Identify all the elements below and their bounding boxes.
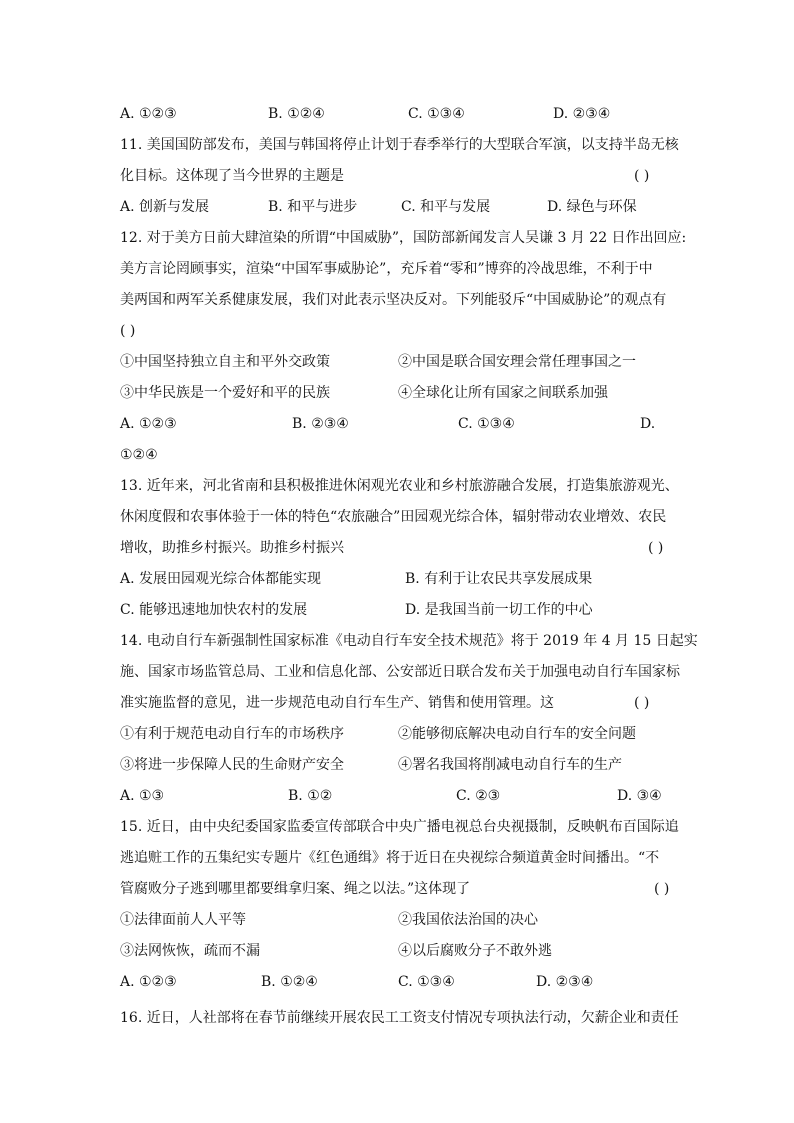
statement-4: ④署名我国将削减电动自行车的生产 (398, 757, 622, 773)
option-b: B. 和平与进步 (268, 199, 358, 215)
answer-parenthesis: ( ) (634, 695, 650, 711)
option-a: A. ①②③ (120, 416, 177, 432)
option-a: A. 创新与发展 (120, 199, 210, 215)
option-a: A. 发展田园观光综合体都能实现 (120, 571, 322, 587)
statement-4: ④以后腐败分子不敢外逃 (398, 943, 552, 959)
question-text-line: 13. 近年来，河北省南和县积极推进休闲观光农业和乡村旅游融合发展，打造集旅游观光、 (120, 478, 679, 494)
question-text-line: 美两国和两军关系健康发展，我们对此表示坚决反对。下列能驳斥“中国威胁论”的观点有 (120, 292, 667, 308)
option-b: B. ①② (288, 788, 333, 804)
statement-3: ③中华民族是一个爱好和平的民族 (120, 385, 330, 401)
question-text-line: 准实施监督的意见，进一步规范电动自行车生产、销售和使用管理。这 (120, 695, 554, 711)
statement-2: ②我国依法治国的决心 (398, 912, 538, 928)
question-text-line: 15. 近日，由中央纪委国家监委宣传部联合中央广播电视总台央视摄制，反映帆布百国际追 (120, 819, 679, 835)
question-text-line: 16. 近日，人社部将在春节前继续开展农民工工资支付情况专项执法行动，欠薪企业和责任 (120, 1010, 679, 1026)
option-d: D. ③④ (617, 788, 662, 804)
option-c: C. ①③④ (398, 974, 455, 990)
option-a: A. ①③ (120, 788, 165, 804)
option-b: B. ②③④ (292, 416, 349, 432)
option-d-wrapped: ①②④ (120, 447, 158, 463)
question-text-line: 化目标。这体现了当今世界的主题是 (120, 168, 344, 184)
statement-2: ②中国是联合国安理会常任理事国之一 (398, 354, 636, 370)
answer-parenthesis: ( ) (634, 168, 650, 184)
statement-3: ③将进一步保障人民的生命财产安全 (120, 757, 344, 773)
option-b: B. 有利于让农民共享发展成果 (405, 571, 593, 587)
statement-2: ②能够彻底解决电动自行车的安全问题 (398, 726, 636, 742)
question-text-line: 14. 电动自行车新强制性国家标准《电动自行车安全技术规范》将于 2019 年 4 月 15 日起实 (120, 633, 698, 649)
option-d: D. ②③④ (536, 974, 594, 990)
option-d: D. 绿色与环保 (547, 199, 637, 215)
option-a: A. ①②③ (120, 974, 177, 990)
option-b: B. ①②④ (261, 974, 318, 990)
option-c: C. 和平与发展 (401, 199, 491, 215)
question-text-line: 12. 对于美方日前大肆渲染的所谓“中国威胁”，国防部新闻发言人吴谦 3 月 22 日作出回应: (120, 230, 687, 246)
option-d: D. (640, 416, 656, 432)
option-d: D. 是我国当前一切工作的中心 (405, 602, 593, 618)
question-text-line: 管腐败分子逃到哪里都要缉拿归案、绳之以法。”这体现了 (120, 881, 471, 897)
option-c: C. ①③④ (458, 416, 515, 432)
question-text-line: 增收，助推乡村振兴。助推乡村振兴 (120, 540, 344, 556)
question-text-line: 11. 美国国防部发布，美国与韩国将停止计划于春季举行的大型联合军演，以支持半岛无核 (120, 137, 679, 153)
answer-parenthesis: ( ) (120, 323, 136, 339)
question-text-line: 施、国家市场监管总局、工业和信息化部、公安部近日联合发布关于加强电动自行车国家标 (120, 664, 680, 680)
statement-3: ③法网恢恢，疏而不漏 (120, 943, 260, 959)
option-b: B. ①②④ (268, 106, 325, 122)
option-a: A. ①②③ (120, 106, 177, 122)
statement-1: ①中国坚持独立自主和平外交政策 (120, 354, 330, 370)
statement-1: ①法律面前人人平等 (120, 912, 246, 928)
option-d: D. ②③④ (553, 106, 611, 122)
statement-1: ①有利于规范电动自行车的市场秩序 (120, 726, 344, 742)
question-text-line: 逃追赃工作的五集纪实专题片《红色通缉》将于近日在央视综合频道黄金时间播出。“不 (120, 850, 660, 866)
question-text-line: 美方言论罔顾事实，渲染“中国军事威胁论”，充斥着“零和”博弈的冷战思维，不利于中 (120, 261, 653, 277)
statement-4: ④全球化让所有国家之间联系加强 (398, 385, 608, 401)
question-text-line: 休闲度假和农事体验于一体的特色“农旅融合”田园观光综合体，辐射带动农业增效、农民 (120, 509, 667, 525)
option-c: C. ②③ (456, 788, 501, 804)
answer-parenthesis: ( ) (648, 540, 664, 556)
answer-parenthesis: ( ) (654, 881, 670, 897)
option-c: C. ①③④ (408, 106, 465, 122)
option-c: C. 能够迅速地加快农村的发展 (120, 602, 308, 618)
